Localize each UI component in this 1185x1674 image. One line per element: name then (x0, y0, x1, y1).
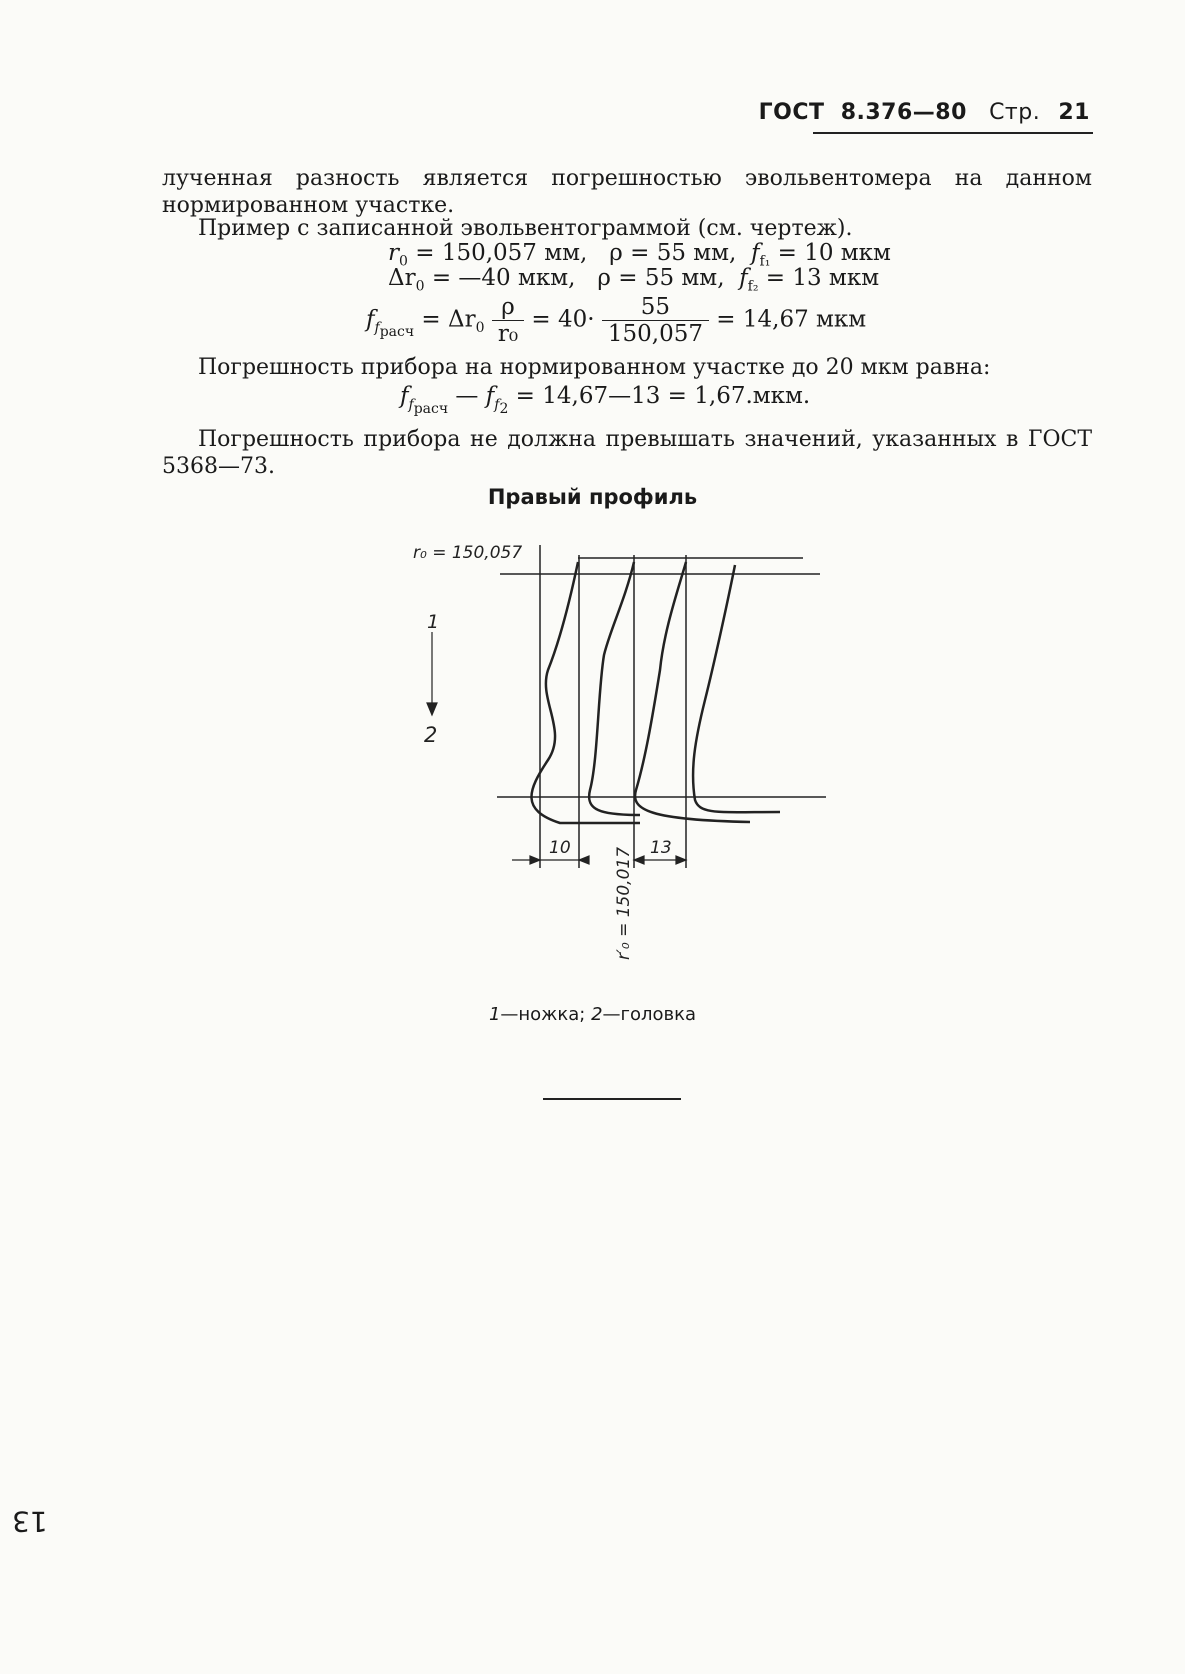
trace-2 (589, 562, 640, 815)
formula-1: $r_0 = 150,057$ мм, ρ = 55 мм, $f_{f_1} = 10$ мкм (388, 240, 891, 270)
figure-title: Правый профиль (487, 485, 698, 509)
paragraph-1: лученная разность является погрешностью эвольвентомера на данном нормированном участке. (162, 166, 1092, 218)
header-page-number: 21 (1058, 100, 1090, 125)
paragraph-error: Погрешность прибора на нормированном участке до 20 мкм равна: (198, 355, 991, 380)
r0-label: r₀ = 150,057 (413, 543, 523, 563)
formula-3: $f_{f_{расч}} = \Delta r_0$ $\frac{\rho}{\text{r₀}}$ = 40· $\frac{55}{150,057}$ = 14,67 мкм (366, 294, 867, 347)
formula-2: $\Delta r_0$ = —40 мкм, ρ = 55 мм, $f_{f_2} = 13$ мкм (388, 265, 880, 295)
label-2: 2 (424, 723, 438, 747)
trace-1 (531, 562, 640, 823)
formula-4: $f_{f_{расч}}$ — $f_{f_2}$ = 14,67—13 = 1,67.мкм. (400, 383, 811, 417)
header-gost: ГОСТ (758, 100, 825, 125)
dim-10-label: 10 (549, 838, 571, 858)
dim-13-label: 13 (650, 838, 672, 858)
figure-caption: 1—ножка; 2—головка (488, 1004, 697, 1025)
involute-traces (531, 562, 780, 823)
header-standard-number: 8.376—80 (840, 100, 967, 125)
header-page-label: Стр. (989, 100, 1041, 125)
rotated-page-number: 13 (12, 1505, 48, 1538)
label-1: 1 (427, 611, 440, 633)
trace-4 (693, 565, 780, 812)
end-rule (543, 1098, 681, 1100)
r0-prime-label: r′₀ = 150,017 (614, 846, 634, 960)
paragraph-limit: Погрешность прибора не должна превышать значений, указанных в ГОСТ 5368—73. (162, 427, 1092, 479)
paragraph-example: Пример с записанной эвольвентограммой (см. чертеж). (198, 216, 853, 241)
diagram-frame-lines (497, 545, 826, 868)
